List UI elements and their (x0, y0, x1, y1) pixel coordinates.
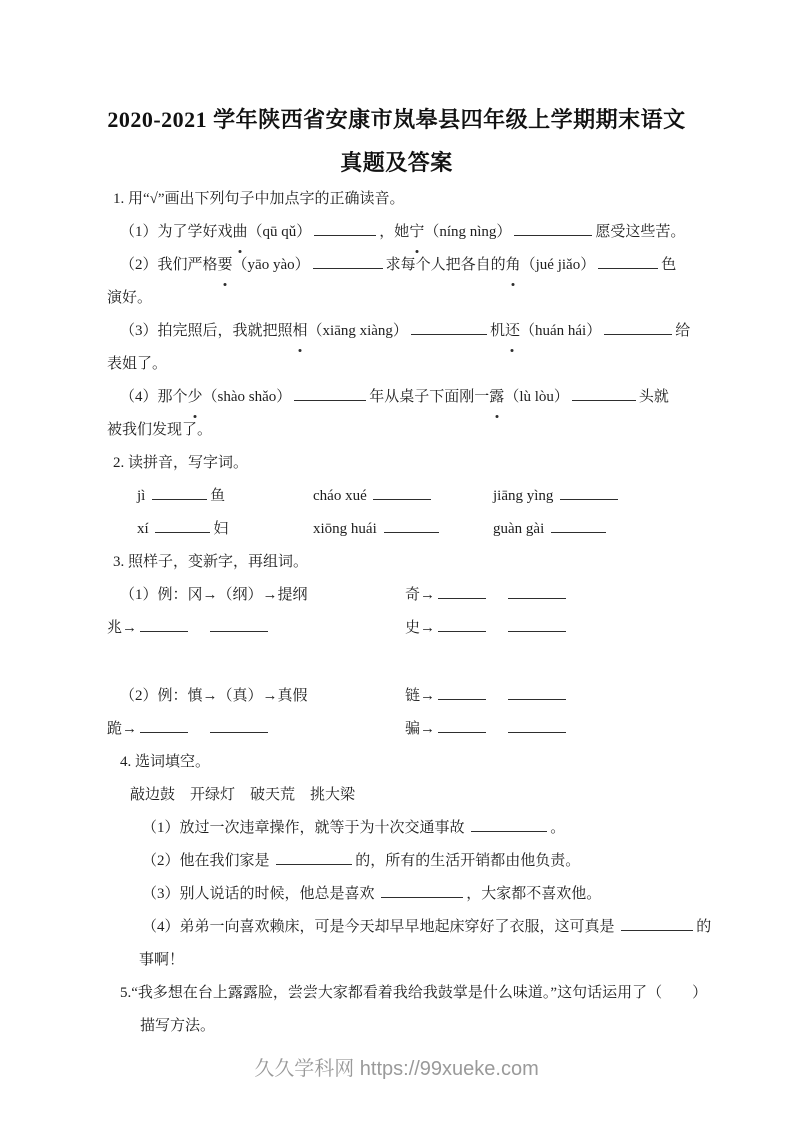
column (405, 612, 569, 645)
text-run: （3）拍完照后，我就把照 (120, 323, 293, 339)
text-run: 妇 (213, 521, 229, 537)
emphasis-dotted-char: 宁 (409, 216, 424, 249)
text-run: （jué jiǎo） (520, 257, 596, 273)
column (405, 579, 569, 612)
text-run: 被我们发现了。 (107, 422, 213, 438)
text-run: （huán hái） (519, 323, 602, 339)
text-run: 表姐了。 (107, 356, 168, 372)
answer-blank (155, 517, 210, 533)
answer-blank (621, 915, 693, 931)
column (493, 480, 621, 513)
q1-item-4 (106, 381, 716, 414)
document-body (106, 183, 716, 1043)
column (313, 480, 434, 513)
text-run: 演好。 (107, 290, 153, 306)
text-run: （níng nìng） (424, 224, 512, 240)
q4-item-4-cont (106, 944, 716, 977)
text-run: jiāng yìng (493, 488, 558, 504)
q1-item-2-cont (106, 282, 716, 315)
text-run: 头就 (638, 389, 669, 405)
text-run: 2. 读拼音，写字词。 (113, 455, 249, 471)
text-run: （lù lòu） (504, 389, 569, 405)
text-run: （xiāng xiàng） (307, 323, 408, 339)
q1-header (106, 183, 716, 216)
text-run: 愿受这些苦。 (595, 224, 686, 240)
q4-item-2 (106, 845, 716, 878)
q3-part2-row-1 (106, 680, 716, 713)
answer-blank (210, 616, 268, 632)
q1-item-4-cont (106, 414, 716, 447)
column (313, 513, 442, 546)
footer-site-name: 久久学科网 (254, 1058, 355, 1080)
q4-item-1 (106, 812, 716, 845)
q3-part2-row-2 (106, 713, 716, 746)
answer-blank (140, 616, 188, 632)
text-run: 跪→ (107, 721, 138, 737)
q4-word-bank (106, 779, 716, 812)
column (405, 713, 569, 746)
answer-blank (438, 616, 486, 632)
q5-line (106, 977, 716, 1010)
text-run: （1）例：冈→（纲）→提纲 (120, 587, 308, 603)
q1-item-2 (106, 249, 716, 282)
q2-row-2 (106, 513, 716, 546)
text-run: xiōng huái (313, 521, 381, 537)
answer-blank (152, 484, 207, 500)
column (137, 480, 225, 513)
answer-blank (384, 517, 439, 533)
text-run: 奇→ (405, 587, 436, 603)
q4-item-4 (106, 911, 716, 944)
answer-blank (508, 717, 566, 733)
text-run: （4）弟弟一向喜欢赖床，可是今天却早早地起床穿好了衣服，这可真是 (142, 919, 619, 935)
exam-title-line2: 真题及答案 (340, 150, 453, 175)
text-run: ，她 (379, 224, 410, 240)
text-run: 给 (675, 323, 691, 339)
answer-blank (411, 319, 487, 335)
answer-blank (294, 385, 366, 401)
text-run: （qū qǔ） (247, 224, 312, 240)
text-run: 机 (489, 323, 505, 339)
text-run: 的，所有的生活开销都由他负责。 (355, 853, 581, 869)
answer-blank (373, 484, 431, 500)
text-run: （4）那个 (120, 389, 188, 405)
exam-title-line1: 2020-2021 学年陕西省安康市岚皋县四年级上学期期末语文 (107, 107, 686, 132)
emphasis-dotted-char: 相 (293, 315, 308, 348)
q3-part1-row-1 (106, 579, 716, 612)
answer-blank (471, 816, 547, 832)
emphasis-dotted-char: 还 (505, 315, 520, 348)
q3-spacer (106, 645, 716, 680)
text-run: guàn gài (493, 521, 548, 537)
answer-blank (508, 616, 566, 632)
answer-blank (514, 220, 592, 236)
q3-header (106, 546, 716, 579)
text-run: 3. 照样子，变新字，再组词。 (113, 554, 309, 570)
emphasis-dotted-char: 要 (218, 249, 233, 282)
answer-blank (598, 253, 658, 269)
answer-blank (604, 319, 672, 335)
answer-blank (210, 717, 268, 733)
text-run: 色 (661, 257, 677, 273)
column (137, 513, 228, 546)
emphasis-dotted-char: 少 (188, 381, 203, 414)
text-run: 敲边鼓 开绿灯 破天荒 挑大梁 (130, 787, 356, 803)
answer-blank (508, 583, 566, 599)
column (107, 612, 271, 645)
q2-row-1 (106, 480, 716, 513)
column (493, 513, 609, 546)
text-run: 兆→ (107, 620, 138, 636)
footer-site-url[interactable]: https://99xueke.com (359, 1058, 539, 1080)
text-run: （1）放过一次违章操作，就等于为十次交通事故 (142, 820, 469, 836)
column (107, 713, 271, 746)
text-run: xí (137, 521, 153, 537)
answer-blank (140, 717, 188, 733)
text-run: 年从桌子下面刚一 (369, 389, 490, 405)
text-run: 事啊！ (139, 952, 185, 968)
text-run: 求每个人把各自的 (385, 257, 506, 273)
text-run: （2）他在我们家是 (142, 853, 274, 869)
emphasis-dotted-char: 露 (489, 381, 504, 414)
answer-blank (438, 583, 486, 599)
q4-item-3 (106, 878, 716, 911)
answer-blank (572, 385, 636, 401)
text-run: （2）例：慎→（真）→真假 (120, 688, 308, 704)
text-run: 史→ (405, 620, 436, 636)
text-run: ，大家都不喜欢他。 (466, 886, 602, 902)
q4-header (106, 746, 716, 779)
q2-header (106, 447, 716, 480)
exam-title (0, 0, 793, 184)
column (405, 680, 569, 713)
text-run: cháo xué (313, 488, 371, 504)
text-run: （yāo yào） (232, 257, 310, 273)
answer-blank (438, 717, 486, 733)
emphasis-dotted-char: 曲 (233, 216, 248, 249)
text-run: 链→ (405, 688, 436, 704)
text-run: 。 (550, 820, 566, 836)
q1-item-3 (106, 315, 716, 348)
text-run: jì (137, 488, 150, 504)
answer-blank (381, 882, 463, 898)
text-run: （shào shǎo） (202, 389, 292, 405)
text-run: 骗→ (405, 721, 436, 737)
answer-blank (560, 484, 618, 500)
text-run: 4. 选词填空。 (120, 754, 211, 770)
column (120, 680, 308, 713)
q1-item-3-cont (106, 348, 716, 381)
answer-blank (508, 684, 566, 700)
text-run: （3）别人说话的时候，他总是喜欢 (142, 886, 379, 902)
text-run: （2）我们严格 (120, 257, 218, 273)
text-run: 1. 用“√”画出下列句子中加点字的正确读音。 (113, 191, 405, 207)
answer-blank (551, 517, 606, 533)
text-run: 的 (696, 919, 712, 935)
text-run: （1）为了学好戏 (120, 224, 233, 240)
answer-blank (314, 220, 376, 236)
answer-blank (438, 684, 486, 700)
text-run: 5.“我多想在台上露露脸，尝尝大家都看着我给我鼓掌是什么味道。”这句话运用了（ ） (120, 985, 708, 1001)
emphasis-dotted-char: 角 (506, 249, 521, 282)
q5-cont (106, 1010, 716, 1043)
text-run: 鱼 (210, 488, 226, 504)
footer (0, 1054, 793, 1084)
column (120, 579, 308, 612)
text-run: 描写方法。 (140, 1018, 216, 1034)
q3-part1-row-2 (106, 612, 716, 645)
answer-blank (313, 253, 383, 269)
q1-item-1 (106, 216, 716, 249)
answer-blank (276, 849, 352, 865)
